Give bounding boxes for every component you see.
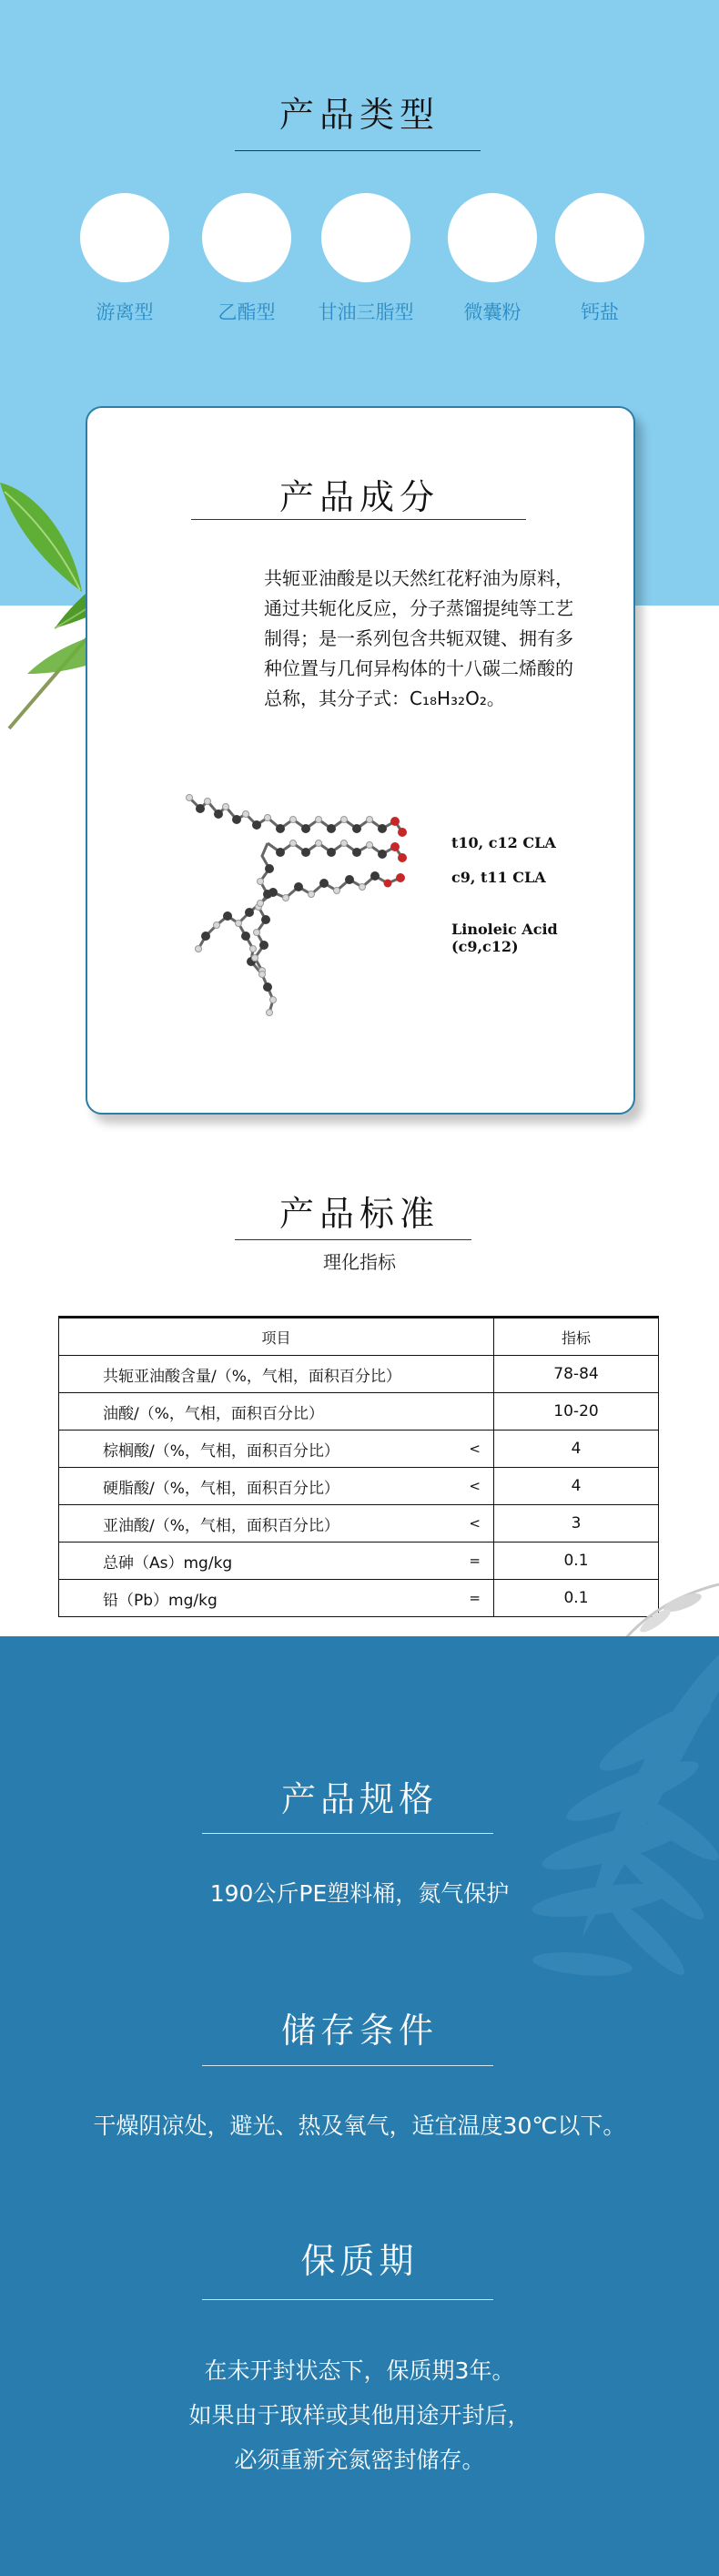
table-cell-value: 3 (494, 1505, 659, 1543)
type-label: 钙盐 (581, 301, 619, 323)
standard-table (58, 1316, 659, 1617)
table-cell-item (59, 1468, 494, 1505)
table-cell-item (59, 1393, 494, 1431)
composition-description: 共轭亚油酸是以天然红花籽油为原料，通过共轭化反应，分子蒸馏提纯等工艺制得；是一系列包含共轭双键、拥有多种位置与几何异构体的十八碳二烯酸的总称，其分子式：C₁₈H₃₂O₂。 (264, 567, 573, 709)
item-text: 硬脂酸/（%，气相，面积百分比） (103, 1479, 339, 1498)
table-row (59, 1505, 659, 1543)
title-underline (202, 2065, 493, 2066)
item-operator: < (469, 1515, 481, 1532)
storage-title: 储存条件 (280, 2011, 438, 2051)
item-text: 棕榈酸/（%，气相，面积百分比） (103, 1441, 339, 1461)
title-underline (235, 1239, 471, 1240)
table-row (59, 1356, 659, 1393)
item-operator: < (469, 1478, 481, 1494)
type-circle (448, 193, 537, 282)
item-text: 铅（Pb）mg/kg (103, 1591, 218, 1610)
type-label: 乙酯型 (218, 301, 276, 323)
type-circle (80, 193, 169, 282)
title-underline (202, 2299, 493, 2300)
molecule-label-linoleic: Linoleic Acid (451, 921, 558, 938)
type-label: 甘油三脂型 (318, 301, 414, 323)
type-label: 微囊粉 (463, 301, 522, 323)
item-operator: = (469, 1590, 481, 1606)
title-underline (202, 1833, 493, 1834)
table-cell-value: 0.1 (494, 1580, 659, 1617)
type-item-microcapsule (433, 193, 552, 325)
type-circle (202, 193, 291, 282)
composition-title: 产品成分 (278, 477, 440, 517)
table-row (59, 1393, 659, 1431)
type-item-calcium-salt (541, 193, 659, 325)
storage-text: 干燥阴凉处，避光、热及氧气，适宜温度30℃以下。 (93, 2113, 626, 2139)
molecule-label-t10c12: t10, c12 CLA (451, 834, 556, 851)
molecule-structure-icon (180, 789, 435, 1030)
table-cell-item (59, 1543, 494, 1580)
standard-title: 产品标准 (278, 1194, 440, 1234)
table-row (59, 1543, 659, 1580)
molecule-label-linoleic-isomer: (c9,c12) (451, 938, 519, 955)
type-label: 游离型 (96, 301, 154, 323)
table-header-row (59, 1318, 659, 1356)
shelf-life-line-3: 必须重新充氮密封储存。 (234, 2447, 485, 2473)
table-row (59, 1468, 659, 1505)
title-underline (235, 150, 481, 151)
info-section (0, 1636, 719, 2576)
product-types-title: 产品类型 (278, 95, 440, 135)
table-cell-item (59, 1580, 494, 1617)
item-text: 亚油酸/（%，气相，面积百分比） (103, 1516, 339, 1535)
type-item-ethyl-ester (187, 193, 306, 325)
table-cell-item (59, 1505, 494, 1543)
shelf-life-title: 保质期 (300, 2241, 419, 2281)
molecule-label-c9t11: c9, t11 CLA (451, 869, 546, 886)
item-text: 共轭亚油酸含量/（%，气相，面积百分比） (103, 1367, 401, 1386)
type-circle (321, 193, 410, 282)
table-cell-item (59, 1431, 494, 1468)
table-row (59, 1580, 659, 1617)
item-text: 总砷（As）mg/kg (103, 1553, 233, 1573)
table-cell-value: 0.1 (494, 1543, 659, 1580)
shelf-life-line-2: 如果由于取样或其他用途开封后， (188, 2402, 531, 2428)
standard-subtitle: 理化指标 (323, 1251, 396, 1273)
table-cell-item (59, 1356, 494, 1393)
spec-title: 产品规格 (280, 1779, 438, 1819)
spec-text: 190公斤PE塑料桶，氮气保护 (209, 1880, 510, 1907)
title-underline (191, 519, 526, 520)
table-cell-value: 78-84 (494, 1356, 659, 1393)
type-item-free (66, 193, 184, 325)
table-cell-value: 4 (494, 1468, 659, 1505)
item-text: 油酸/（%，气相，面积百分比） (103, 1404, 324, 1423)
type-item-triglyceride (307, 193, 425, 325)
table-cell-value: 4 (494, 1431, 659, 1468)
item-operator: < (469, 1441, 481, 1457)
item-operator: = (469, 1553, 481, 1569)
table-cell-value: 10-20 (494, 1393, 659, 1431)
table-row (59, 1431, 659, 1468)
table-header-value: 指标 (494, 1318, 659, 1356)
shelf-life-line-1: 在未开封状态下，保质期3年。 (204, 2357, 515, 2384)
type-circle (555, 193, 644, 282)
table-header-item: 项目 (59, 1318, 494, 1356)
